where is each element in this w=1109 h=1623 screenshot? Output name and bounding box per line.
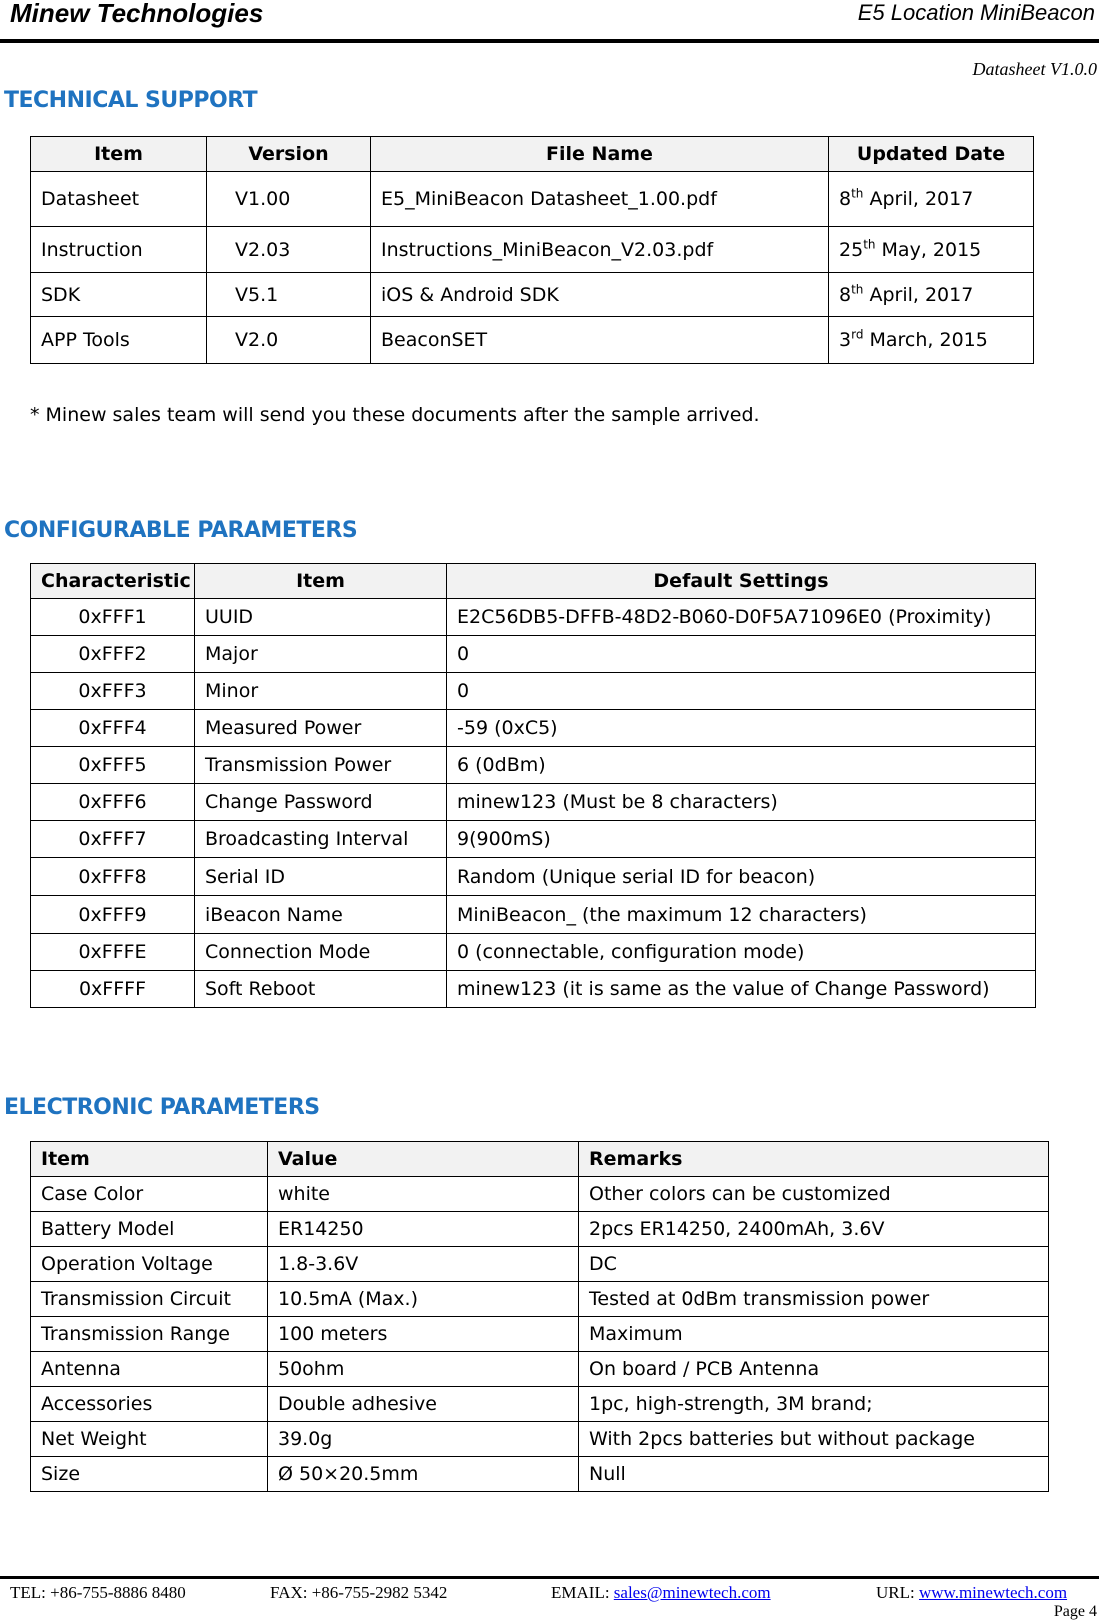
cell-default-setting: 9(900mS) [447,821,1036,858]
cell-item: Accessories [31,1387,268,1422]
cell-item: APP Tools [31,317,207,364]
cell-characteristic: 0xFFF2 [31,636,195,673]
cell-characteristic: 0xFFF1 [31,599,195,636]
table-row [31,1422,1049,1457]
product-name: E5 Location MiniBeacon [857,0,1095,25]
cell-value: Double adhesive [268,1387,579,1422]
cell-version: V2.03 [207,227,371,273]
footer-url-prefix: URL: [876,1583,919,1602]
cell-default-setting: 0 [447,673,1036,710]
cell-item: Operation Voltage [31,1247,268,1282]
cell-default-setting: Random (Unique serial ID for beacon) [447,858,1036,896]
configurable-parameters-table [30,563,1036,1008]
cell-item: Transmission Range [31,1317,268,1352]
column-header: Default Settings [447,564,1036,599]
table-row [31,784,1036,821]
company-name: Minew Technologies [10,0,264,28]
cell-remarks: On board / PCB Antenna [579,1352,1049,1387]
cell-default-setting: E2C56DB5-DFFB-48D2-B060-D0F5A71096E0 (Proximity) [447,599,1036,636]
cell-item: Change Password [195,784,447,821]
cell-default-setting: -59 (0xC5) [447,710,1036,747]
cell-value: 39.0g [268,1422,579,1457]
cell-value: 10.5mA (Max.) [268,1282,579,1317]
table-header-row [31,564,1036,599]
cell-default-setting: minew123 (it is same as the value of Change Password) [447,971,1036,1008]
cell-version: V5.1 [207,273,371,317]
cell-remarks: With 2pcs batteries but without package [579,1422,1049,1457]
date-ordinal: th [851,186,864,201]
footer-url [876,1583,1067,1603]
cell-characteristic: 0xFFF9 [31,896,195,934]
cell-file-name: BeaconSET [371,317,829,364]
table-row [31,172,1034,227]
footer-fax: FAX: +86-755-2982 5342 [270,1583,448,1602]
footer-email-prefix: EMAIL: [551,1583,614,1602]
date-rest: March, 2015 [863,329,988,351]
cell-remarks: 1pc, high-strength, 3M brand; [579,1387,1049,1422]
date-rest: May, 2015 [875,238,982,261]
table-row [31,599,1036,636]
cell-characteristic: 0xFFF3 [31,673,195,710]
date-rest: April, 2017 [863,283,974,306]
cell-item: UUID [195,599,447,636]
cell-default-setting: 6 (0dBm) [447,747,1036,784]
table-row [31,1247,1049,1282]
table-row [31,1352,1049,1387]
cell-item: Measured Power [195,710,447,747]
table-row [31,1317,1049,1352]
footer-divider [0,1576,1099,1579]
cell-updated-date [829,317,1034,364]
cell-updated-date [829,227,1034,273]
cell-remarks: 2pcs ER14250, 2400mAh, 3.6V [579,1212,1049,1247]
date-ordinal: th [863,237,876,252]
cell-default-setting: 0 [447,636,1036,673]
technical-support-title: TECHNICAL SUPPORT [4,88,258,113]
email-link[interactable]: sales@minewtech.com [613,1583,771,1602]
technical-support-table [30,136,1034,364]
cell-item: Broadcasting Interval [195,821,447,858]
cell-item: Instruction [31,227,207,273]
cell-characteristic: 0xFFF4 [31,710,195,747]
cell-item: SDK [31,273,207,317]
date-day: 25 [839,238,864,261]
cell-item: Minor [195,673,447,710]
datasheet-version: Datasheet V1.0.0 [972,59,1097,79]
column-header: Item [31,1142,268,1177]
table-row [31,317,1034,364]
column-header: Characteristic [31,564,195,599]
column-header: Item [195,564,447,599]
table-header-row [31,1142,1049,1177]
configurable-parameters-title: CONFIGURABLE PARAMETERS [4,518,358,543]
cell-default-setting: minew123 (Must be 8 characters) [447,784,1036,821]
table-row [31,821,1036,858]
cell-remarks: DC [579,1247,1049,1282]
cell-remarks: Null [579,1457,1049,1492]
date-day: 8 [839,188,852,210]
cell-file-name: iOS & Android SDK [371,273,829,317]
column-header: File Name [371,137,829,172]
table-row [31,858,1036,896]
cell-item: Net Weight [31,1422,268,1457]
cell-item: Connection Mode [195,934,447,971]
column-header: Version [207,137,371,172]
cell-item: Antenna [31,1352,268,1387]
table-row [31,1387,1049,1422]
cell-default-setting: MiniBeacon_ (the maximum 12 characters) [447,896,1036,934]
table-row [31,934,1036,971]
table-header-row [31,137,1034,172]
table-row [31,636,1036,673]
cell-characteristic: 0xFFF8 [31,858,195,896]
cell-item: Serial ID [195,858,447,896]
cell-characteristic: 0xFFF5 [31,747,195,784]
table-row [31,710,1036,747]
date-rest: April, 2017 [863,188,974,210]
table-row [31,1282,1049,1317]
column-header: Value [268,1142,579,1177]
cell-item: Datasheet [31,172,207,227]
cell-remarks: Maximum [579,1317,1049,1352]
date-day: 8 [839,283,852,306]
table-row [31,747,1036,784]
footer-tel: TEL: +86-755-8886 8480 [10,1583,186,1602]
cell-characteristic: 0xFFF6 [31,784,195,821]
cell-value: 100 meters [268,1317,579,1352]
electronic-parameters-title: ELECTRONIC PARAMETERS [4,1095,320,1120]
cell-characteristic: 0xFFF7 [31,821,195,858]
cell-file-name: E5_MiniBeacon Datasheet_1.00.pdf [371,172,829,227]
cell-value: white [268,1177,579,1212]
cell-item: Soft Reboot [195,971,447,1008]
cell-updated-date [829,273,1034,317]
date-ordinal: th [851,282,864,297]
footer-email [551,1583,771,1603]
table-row [31,227,1034,273]
cell-remarks: Other colors can be customized [579,1177,1049,1212]
cell-default-setting: 0 (connectable, configuration mode) [447,934,1036,971]
cell-value: Ø 50×20.5mm [268,1457,579,1492]
cell-updated-date [829,172,1034,227]
cell-item: Battery Model [31,1212,268,1247]
table-row [31,1212,1049,1247]
page-number: Page 4 [1053,1603,1097,1620]
table-row [31,1457,1049,1492]
documents-note: * Minew sales team will send you these documents after the sample arrived. [30,404,760,426]
cell-characteristic: 0xFFFE [31,934,195,971]
cell-item: Size [31,1457,268,1492]
table-row [31,273,1034,317]
header-divider [0,39,1099,43]
cell-remarks: Tested at 0dBm transmission power [579,1282,1049,1317]
cell-version: V2.0 [207,317,371,364]
table-row [31,896,1036,934]
cell-characteristic: 0xFFFF [31,971,195,1008]
cell-file-name: Instructions_MiniBeacon_V2.03.pdf [371,227,829,273]
table-row [31,1177,1049,1212]
cell-item: Transmission Circuit [31,1282,268,1317]
column-header: Remarks [579,1142,1049,1177]
cell-item: Major [195,636,447,673]
cell-version: V1.00 [207,172,371,227]
date-ordinal: rd [851,327,864,342]
electronic-parameters-table [30,1141,1049,1492]
table-row [31,673,1036,710]
cell-value: 1.8-3.6V [268,1247,579,1282]
cell-item: iBeacon Name [195,896,447,934]
column-header: Item [31,137,207,172]
cell-value: ER14250 [268,1212,579,1247]
table-row [31,971,1036,1008]
website-link[interactable]: www.minewtech.com [918,1583,1068,1602]
date-day: 3 [839,329,852,351]
cell-item: Transmission Power [195,747,447,784]
cell-value: 50ohm [268,1352,579,1387]
column-header: Updated Date [829,137,1034,172]
cell-item: Case Color [31,1177,268,1212]
